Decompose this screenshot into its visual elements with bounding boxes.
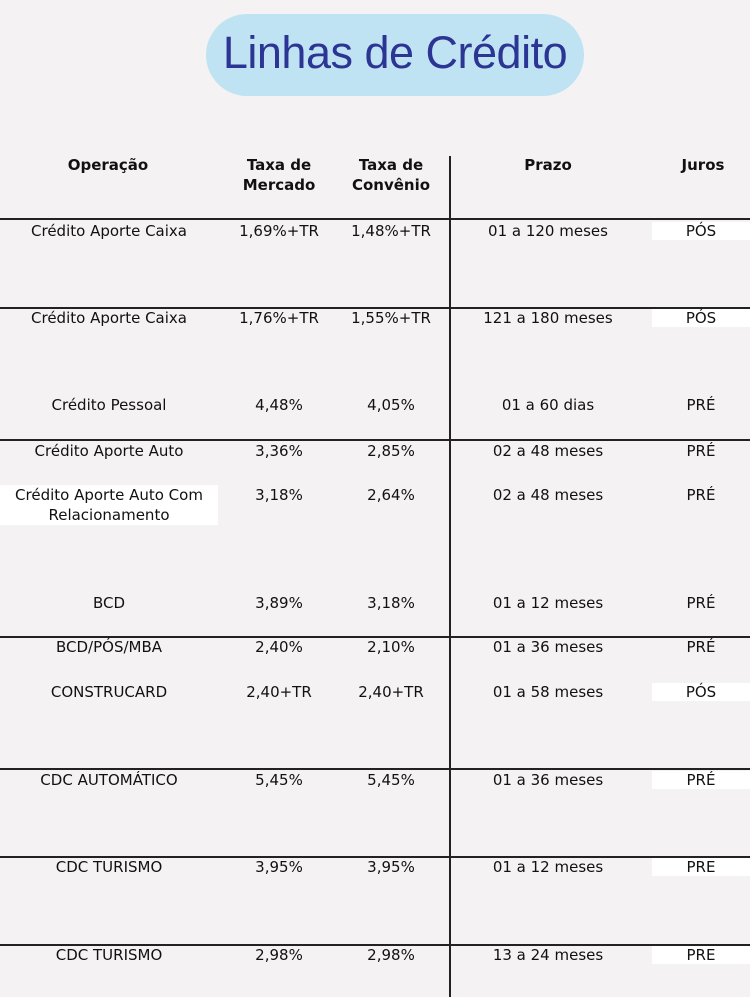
cell-operacao: Crédito Aporte Caixa: [31, 309, 187, 327]
cell-operacao: Crédito Pessoal: [51, 396, 167, 414]
header-taxa-mercado: Taxa de Mercado: [242, 156, 316, 194]
cell-taxa-convenio: 2,10%: [367, 638, 415, 656]
cell-juros: PRÉ: [686, 442, 716, 460]
cell-operacao: CDC TURISMO: [55, 858, 163, 876]
cell-juros: PÓS: [652, 683, 750, 701]
cell-taxa-convenio: 4,05%: [367, 396, 415, 414]
page-title: Linhas de Crédito: [222, 27, 568, 78]
header-prazo: Prazo: [524, 156, 572, 174]
cell-taxa-mercado: 3,18%: [255, 486, 303, 504]
cell-juros: PRÉ: [652, 771, 750, 789]
cell-taxa-convenio: 1,48%+TR: [351, 222, 431, 240]
cell-prazo: 01 a 60 dias: [501, 396, 595, 414]
cell-taxa-convenio: 2,64%: [367, 486, 415, 504]
cell-prazo: 02 a 48 meses: [492, 486, 604, 504]
cell-prazo: 01 a 120 meses: [488, 222, 608, 240]
cell-taxa-mercado: 2,98%: [255, 946, 303, 964]
cell-juros: PRÉ: [686, 638, 716, 656]
cell-juros: PRÉ: [686, 486, 716, 504]
cell-prazo: 13 a 24 meses: [492, 946, 604, 964]
cell-taxa-mercado: 2,40+TR: [246, 683, 312, 701]
cell-prazo: 01 a 58 meses: [492, 683, 604, 701]
cell-juros: PÓS: [652, 222, 750, 240]
cell-taxa-mercado: 1,76%+TR: [239, 309, 319, 327]
cell-juros: PÓS: [652, 309, 750, 327]
table-rule: [0, 218, 750, 220]
cell-taxa-convenio: 5,45%: [367, 771, 415, 789]
cell-taxa-convenio: 2,98%: [367, 946, 415, 964]
cell-operacao: BCD: [92, 594, 126, 612]
title-banner: [206, 14, 584, 96]
cell-juros: PRÉ: [686, 594, 716, 612]
cell-taxa-mercado: 4,48%: [255, 396, 303, 414]
cell-juros: PRÉ: [686, 396, 716, 414]
cell-taxa-convenio: 3,18%: [367, 594, 415, 612]
header-operacao: Operação: [67, 156, 149, 174]
cell-operacao: Crédito Aporte Auto Com Relacionamento: [0, 485, 218, 525]
cell-prazo: 01 a 12 meses: [492, 858, 604, 876]
cell-prazo: 01 a 12 meses: [492, 594, 604, 612]
cell-prazo: 01 a 36 meses: [492, 638, 604, 656]
header-juros: Juros: [681, 156, 725, 174]
cell-operacao: Crédito Aporte Caixa: [31, 222, 187, 240]
cell-taxa-mercado: 5,45%: [255, 771, 303, 789]
cell-operacao: CONSTRUCARD: [50, 683, 168, 701]
cell-taxa-mercado: 3,89%: [255, 594, 303, 612]
cell-juros: PRE: [652, 858, 750, 876]
cell-prazo: 02 a 48 meses: [492, 442, 604, 460]
cell-taxa-mercado: 1,69%+TR: [239, 222, 319, 240]
cell-taxa-convenio: 3,95%: [367, 858, 415, 876]
cell-juros: PRE: [652, 946, 750, 964]
cell-operacao: CDC TURISMO: [55, 946, 163, 964]
cell-taxa-convenio: 1,55%+TR: [351, 309, 431, 327]
cell-taxa-mercado: 3,36%: [255, 442, 303, 460]
cell-taxa-mercado: 3,95%: [255, 858, 303, 876]
cell-prazo: 121 a 180 meses: [483, 309, 613, 327]
cell-taxa-convenio: 2,85%: [367, 442, 415, 460]
cell-taxa-mercado: 2,40%: [255, 638, 303, 656]
column-divider: [449, 156, 451, 997]
cell-prazo: 01 a 36 meses: [492, 771, 604, 789]
cell-taxa-convenio: 2,40+TR: [358, 683, 424, 701]
cell-operacao: Crédito Aporte Auto: [34, 442, 184, 460]
cell-operacao: BCD/PÓS/MBA: [55, 638, 163, 656]
header-taxa-convenio: Taxa de Convênio: [351, 156, 431, 194]
cell-operacao: CDC AUTOMÁTICO: [40, 771, 178, 789]
